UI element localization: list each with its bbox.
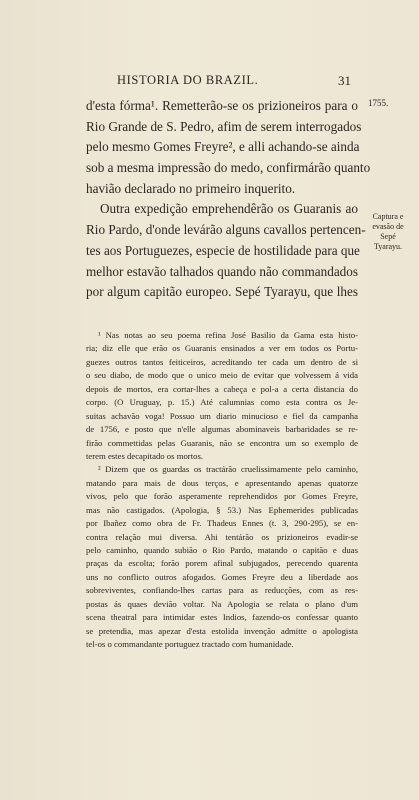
footnote-line: ria; diz elle que erão os Guaranis ensinados a ver em todos os Portu-: [86, 343, 358, 354]
page-number: 31: [338, 73, 351, 88]
footnote-line: pelo caminho, quando subião o Rio Pardo, matando o capitão e duas: [86, 545, 358, 555]
main-text: [86, 96, 371, 303]
body-line: Rio Pardo, d'onde levárão alguns cavallos pertencen-: [86, 222, 366, 238]
footnotes: [86, 329, 358, 652]
footnote-line: tel-os o commandante portuguez tractado com humanidade.: [86, 639, 294, 650]
margin-note-line: Sepé: [380, 232, 396, 241]
footnote-line: postas ás quaes devião voltar. Na Apologia se relata o plano d'um: [86, 598, 358, 609]
footnote-line: por Ibañez como obra de Fr. Thadeus Ennes (t. 3, 290-295), se en-: [86, 518, 358, 529]
footnote-line: o seu diabo, de modo que o unico meio de evitar que volvessem á vida: [86, 370, 358, 381]
body-line: pelo mesmo Gomes Freyre², e alli achando-se ainda: [86, 139, 360, 155]
footnote-line: vivos, pelo que forão asperamente reprehendidos por Gomes Freyre,: [86, 491, 358, 502]
footnote-line: de 1756, e posto que n'elle algumas abominaveis barbaridades se re-: [86, 424, 358, 435]
footnote-line: depois de mortos, era cortar-lhes a cabeça e pol-a a certa distancia do: [86, 383, 358, 394]
body-line: por algum capitão europeo. Sepé Tyarayu, que lhes: [86, 284, 358, 300]
body-line: Rio Grande de S. Pedro, afim de serem interrogados: [86, 118, 362, 134]
margin-year: 1755.: [368, 98, 389, 108]
footnote-line: ¹ Nas notas ao seu poema refina José Basilio da Gama esta histo-: [98, 330, 358, 340]
footnote-line: se pretendia, mas apezar d'esta estolida invenção admitte o apologista: [86, 625, 358, 636]
body-line: Outra expedição emprehendêrão os Guaranis ao: [100, 201, 358, 217]
body-line: melhor estavão talhados quando não commandados: [86, 263, 358, 279]
footnote-line: contra relação mui diversa. Ahi tentárão os prizioneiros evadir-se: [86, 531, 358, 542]
body-line: d'esta fórma¹. Remetterão-se os prizioneiros para o: [86, 98, 358, 113]
margin-note-line: Tyarayu.: [373, 242, 403, 251]
footnote-line: scena theatral para intimidar estes Indios, fazendo-os confessar quanto: [86, 612, 358, 623]
footnote-line: firão commettidas pelas Guaranis, não se encontra um so exemplo de: [86, 437, 358, 448]
body-line: sob a mesma impressão do medo, confirmárão quanto: [86, 160, 371, 176]
body-line: tes aos Portuguezes, especie de hostilidade para que: [86, 242, 360, 258]
footnote-line: mas não castigados. (Apologia, § 53.) Nas Ephemerides publicadas: [86, 504, 358, 515]
margin-note-line: evasão de: [372, 222, 404, 231]
footnote-line: terem estes decapitado os mortos.: [86, 450, 204, 461]
body-line: havião declarado no primeiro inquerito.: [86, 180, 296, 196]
margin-note: [362, 212, 414, 252]
footnote-line: matando para mais de dous terços, e apresentando apenas quatorze: [86, 477, 358, 488]
footnote-line: praças da escolta; forão porem afinal subjugados, perecendo quarenta: [86, 558, 358, 569]
running-title: HISTORIA DO BRAZIL.: [117, 73, 259, 87]
page-header: [0, 73, 419, 89]
footnote-line: suitas achavão voga! Possuo um diario minucioso e fiel da campanha: [86, 410, 358, 421]
footnote-line: uns no conflicto outros afogados. Gomes Freyre deu a liberdade aos: [86, 571, 358, 582]
footnote-line: ² Dizem que os guardas os tractárão cruelissimamente pelo caminho,: [98, 464, 358, 475]
footnote-line: sobreviventes, confiando-lhes cartas para as reducções, com as res-: [86, 585, 358, 596]
footnote-line: guezes outros tantos feiticeiros, acreditando ter cada um dentro de si: [86, 356, 358, 367]
footnote-line: corpo. (O Uruguay, p. 15.) Até calumnias como esta contra os Je-: [86, 397, 358, 408]
margin-note-line: Captura e: [372, 212, 404, 221]
